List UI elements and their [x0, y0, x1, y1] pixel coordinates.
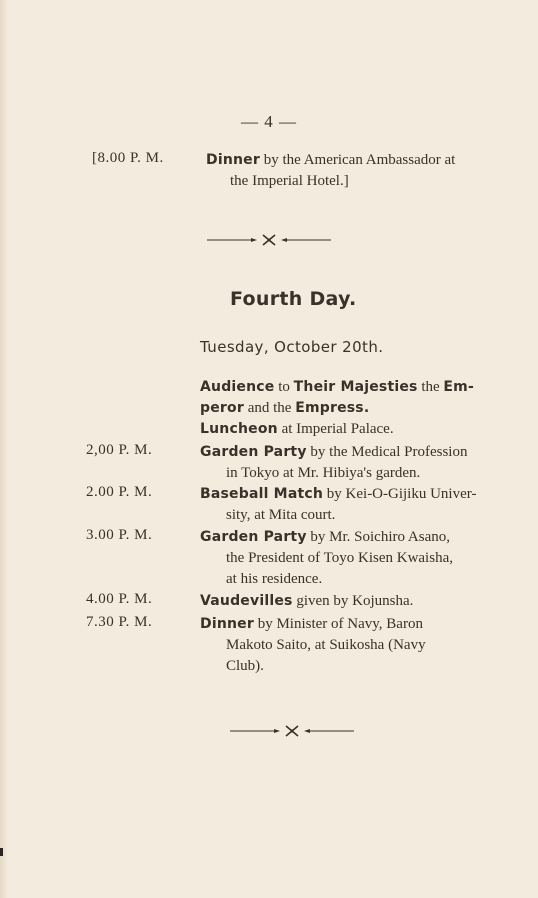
- entry-description: [200, 527, 506, 590]
- entry-event: Garden Party: [200, 444, 307, 460]
- ornament-divider: [0, 233, 538, 247]
- entry-text: by Kei-O-Gijiku Univer-: [323, 486, 477, 502]
- entry-time: 3.00 P. M.: [86, 527, 153, 543]
- entry-event: Audience: [200, 379, 275, 395]
- entry-event: Empress.: [295, 400, 370, 416]
- entry-text-continued: Makoto Saito, at Suikosha (Navy: [226, 637, 426, 653]
- entry-time: [8.00 P. M.: [92, 150, 164, 166]
- entry-text: at Imperial Palace.: [277, 421, 394, 437]
- entry-event: Dinner: [200, 616, 254, 632]
- entry-event: Vaudevilles: [200, 593, 293, 609]
- entry-description: [200, 591, 506, 612]
- page-edge: [0, 0, 8, 898]
- entry-text-continued: Club).: [226, 658, 264, 674]
- day-date: Tuesday, October 20th.: [200, 338, 384, 356]
- entry-time: 2.00 P. M.: [86, 484, 153, 500]
- entry-description: [200, 377, 506, 419]
- entry-text: by the American Ambassador at: [259, 152, 456, 168]
- entry-description: [200, 442, 506, 484]
- entry-text-continued: the Imperial Hotel.]: [230, 173, 349, 189]
- entry-event: Garden Party: [200, 529, 307, 545]
- margin-mark: [0, 848, 3, 856]
- entry-text-continued: at his residence.: [226, 571, 323, 587]
- entry-event: Dinner: [206, 152, 260, 168]
- entry-description: [200, 419, 506, 440]
- entry-event: Em-: [443, 379, 474, 395]
- day-title: Fourth Day.: [230, 288, 357, 310]
- entry-text-continued: sity, at Mita court.: [226, 507, 336, 523]
- entry-event: peror: [200, 400, 244, 416]
- entry-text: to: [274, 379, 294, 395]
- page-number: — 4 —: [241, 112, 297, 131]
- entry-text: by Minister of Navy, Baron: [253, 616, 423, 632]
- entry-text: the: [417, 379, 444, 395]
- entry-time: 4.00 P. M.: [86, 591, 153, 607]
- entry-event: Their Majesties: [293, 379, 418, 395]
- entry-time: 2,00 P. M.: [86, 442, 153, 458]
- entry-text: and the: [243, 400, 296, 416]
- ornament-divider: [0, 724, 538, 738]
- entry-description: [200, 484, 506, 526]
- entry-text-continued: in Tokyo at Mr. Hibiya's garden.: [226, 465, 421, 481]
- entry-event: Baseball Match: [200, 486, 324, 502]
- entry-text-continued: the President of Toyo Kisen Kwaisha,: [226, 550, 453, 566]
- entry-text-continued: [200, 398, 506, 419]
- entry-event: Luncheon: [200, 421, 278, 437]
- entry-text: given by Kojunsha.: [292, 593, 414, 609]
- entry-description: [206, 150, 506, 192]
- entry-text: by Mr. Soichiro Asano,: [306, 529, 450, 545]
- entry-text: by the Medical Profession: [306, 444, 468, 460]
- entry-description: [200, 614, 506, 677]
- entry-time: 7.30 P. M.: [86, 614, 153, 630]
